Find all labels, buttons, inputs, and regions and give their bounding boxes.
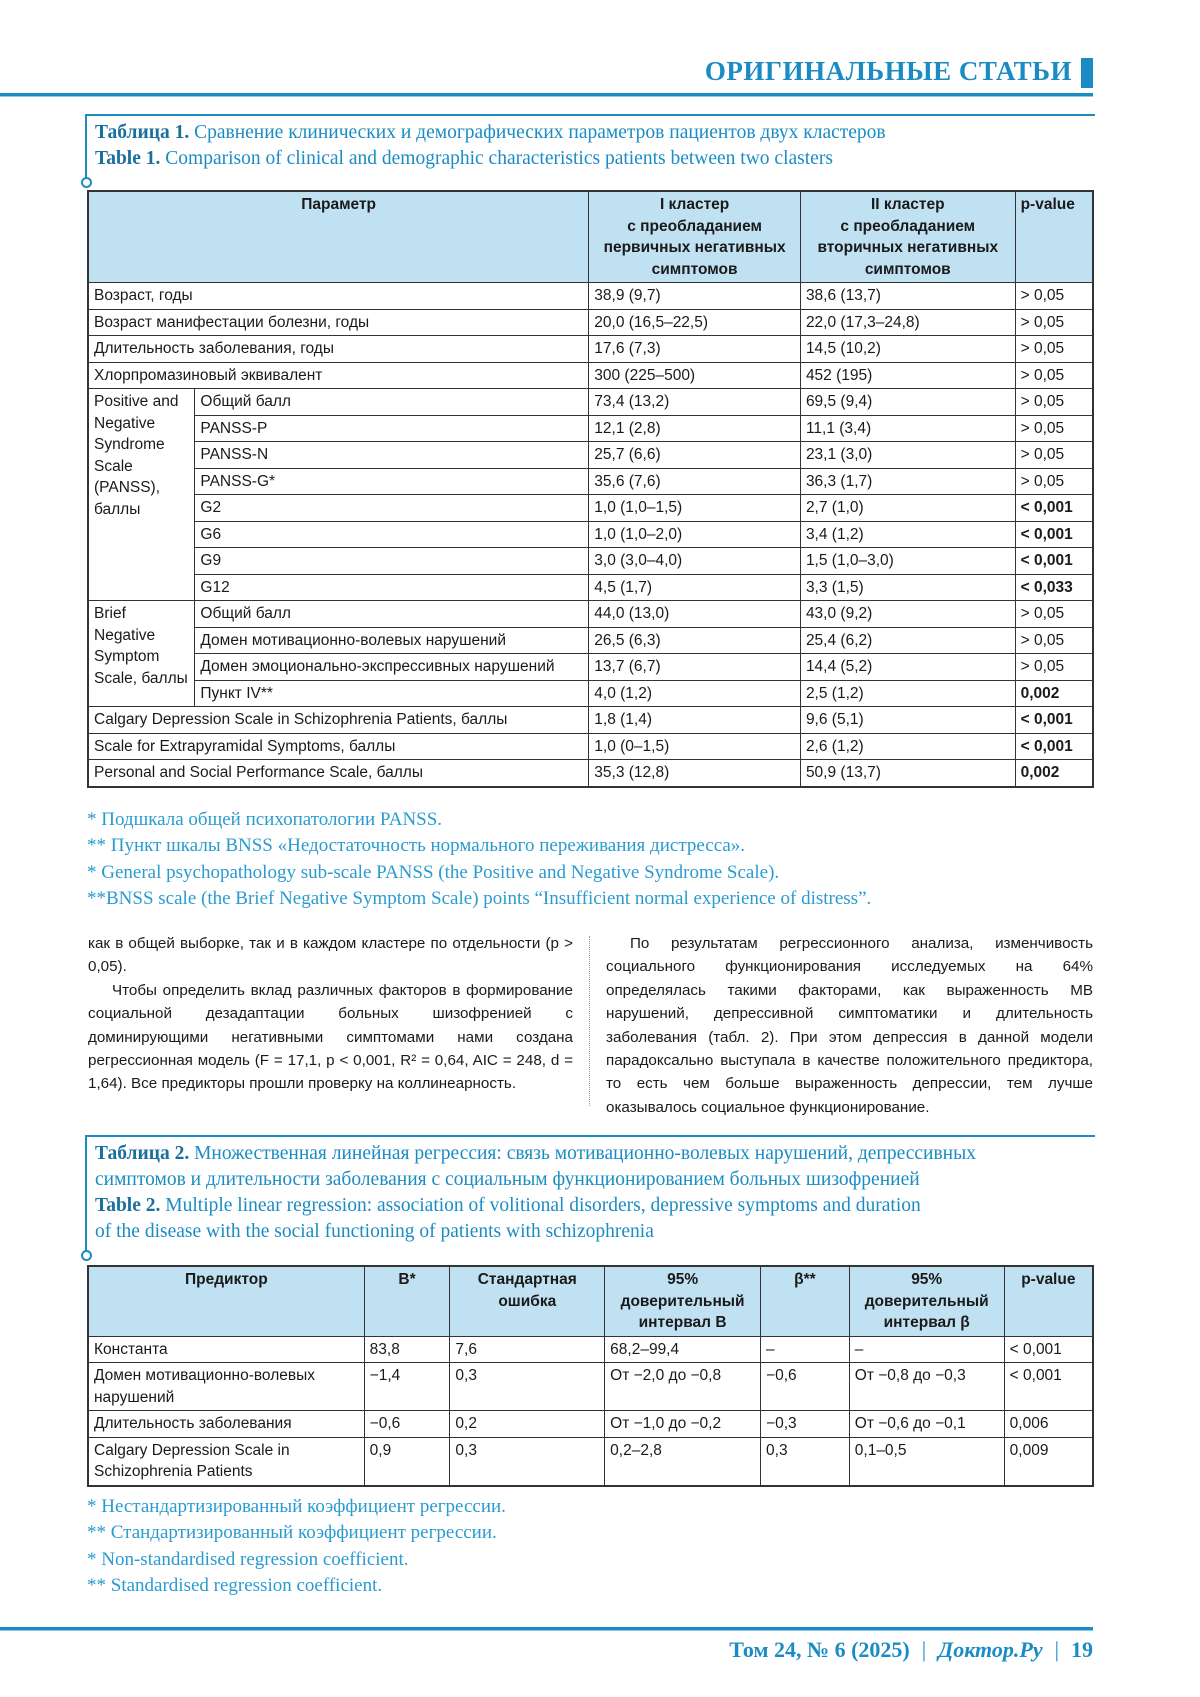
- group-label-cell: Positive and Negative Syndrome Scale (PANSS), баллы: [88, 389, 195, 601]
- p-value-cell: 0,002: [1015, 680, 1093, 707]
- caption-text: Сравнение клинических и демографических параметров пациентов двух кластеров: [194, 122, 886, 143]
- table-header-cell: 95% доверительный интервал B: [605, 1266, 761, 1336]
- value-cell: 9,6 (5,1): [800, 707, 1015, 734]
- caption-text: Множественная линейная регрессия: связь мотивационно-волевых нарушений, депрессивных: [194, 1143, 976, 1164]
- footer: [729, 1637, 1093, 1663]
- table-row: [88, 362, 1093, 389]
- value-cell: 0,2: [450, 1411, 605, 1438]
- table-row: [88, 468, 1093, 495]
- value-cell: 0,009: [1004, 1437, 1093, 1486]
- table-header-cell: B*: [364, 1266, 450, 1336]
- value-cell: 12,1 (2,8): [589, 415, 801, 442]
- paragraph: По результатам регрессионного анализа, изменчивость социального функционирования исследуемых на 64% определялась такими факторами, как выраженность МВ нарушений, депрессивной симптоматики и длительность заболевания (табл. 2). При этом депрессия в данной модели парадоксально выступала в качестве положительного предиктора, то есть чем больше выраженность депрессии, тем лучше оказывалось социальное функционирование.: [606, 932, 1093, 1119]
- p-value-cell: > 0,05: [1015, 627, 1093, 654]
- footnote: * Non-standardised regression coefficient.: [87, 1547, 506, 1573]
- body-column-left: [88, 932, 573, 1096]
- value-cell: От −2,0 до −0,8: [605, 1363, 761, 1411]
- caption-label: Table 2.: [95, 1195, 160, 1216]
- parameter-cell: Personal and Social Performance Scale, баллы: [88, 760, 589, 787]
- parameter-cell: PANSS-P: [195, 415, 589, 442]
- value-cell: 2,5 (1,2): [800, 680, 1015, 707]
- section-marker-bar: [1081, 58, 1093, 88]
- value-cell: 0,3: [450, 1437, 605, 1486]
- table-row: [88, 336, 1093, 363]
- table2-caption-en: [87, 1193, 1095, 1219]
- p-value-cell: > 0,05: [1015, 389, 1093, 416]
- caption-circle-decor: [81, 177, 92, 188]
- parameter-cell: PANSS-N: [195, 442, 589, 469]
- footnote: ** Пункт шкалы BNSS «Недостаточность нормального переживания дистресса».: [87, 833, 871, 859]
- value-cell: 36,3 (1,7): [800, 468, 1015, 495]
- footnote: * General psychopathology sub-scale PANSS (the Positive and Negative Syndrome Scale).: [87, 860, 871, 886]
- value-cell: 4,0 (1,2): [589, 680, 801, 707]
- table-row: [88, 548, 1093, 575]
- p-value-cell: < 0,001: [1015, 521, 1093, 548]
- caption-label: Table 1.: [95, 148, 160, 169]
- table-header-cell: II кластер с преобладанием вторичных негативных симптомов: [800, 191, 1015, 283]
- value-cell: От −0,8 до −0,3: [849, 1363, 1004, 1411]
- table-row: [88, 707, 1093, 734]
- p-value-cell: < 0,001: [1015, 707, 1093, 734]
- value-cell: 0,3: [450, 1363, 605, 1411]
- table-row: [88, 760, 1093, 787]
- predictor-cell: Домен мотивационно-волевых нарушений: [88, 1363, 364, 1411]
- parameter-cell: Домен мотивационно-волевых нарушений: [195, 627, 589, 654]
- table-row: [88, 309, 1093, 336]
- table-row: [88, 733, 1093, 760]
- p-value-cell: > 0,05: [1015, 442, 1093, 469]
- footnote: * Подшкала общей психопатологии PANSS.: [87, 807, 871, 833]
- parameter-cell: Общий балл: [195, 601, 589, 628]
- table-header-cell: 95% доверительный интервал β: [849, 1266, 1004, 1336]
- predictor-cell: Константа: [88, 1336, 364, 1363]
- table-row: [88, 442, 1093, 469]
- parameter-cell: Общий балл: [195, 389, 589, 416]
- table-row: [88, 574, 1093, 601]
- value-cell: 13,7 (6,7): [589, 654, 801, 681]
- value-cell: 11,1 (3,4): [800, 415, 1015, 442]
- value-cell: 25,4 (6,2): [800, 627, 1015, 654]
- value-cell: 44,0 (13,0): [589, 601, 801, 628]
- value-cell: 7,6: [450, 1336, 605, 1363]
- p-value-cell: < 0,033: [1015, 574, 1093, 601]
- value-cell: 3,4 (1,2): [800, 521, 1015, 548]
- table-row: [88, 601, 1093, 628]
- predictor-cell: Calgary Depression Scale in Schizophrenia Patients: [88, 1437, 364, 1486]
- caption-text: Multiple linear regression: association of volitional disorders, depressive symptoms and duration: [165, 1195, 920, 1216]
- value-cell: 1,0 (1,0–2,0): [589, 521, 801, 548]
- p-value-cell: 0,002: [1015, 760, 1093, 787]
- section-title: ОРИГИНАЛЬНЫЕ СТАТЬИ: [705, 56, 1072, 87]
- p-value-cell: > 0,05: [1015, 309, 1093, 336]
- table-row: [88, 283, 1093, 310]
- footnote: **BNSS scale (the Brief Negative Symptom Scale) points “Insufficient normal experience of distress”.: [87, 886, 871, 912]
- p-value-cell: > 0,05: [1015, 283, 1093, 310]
- header-divider: [0, 93, 1093, 97]
- p-value-cell: < 0,001: [1015, 495, 1093, 522]
- value-cell: 83,8: [364, 1336, 450, 1363]
- table-row: [88, 1437, 1093, 1486]
- body-column-right: [606, 932, 1093, 1119]
- value-cell: 3,0 (3,0–4,0): [589, 548, 801, 575]
- value-cell: –: [849, 1336, 1004, 1363]
- caption-label: Таблица 1.: [95, 122, 189, 143]
- table-row: [88, 389, 1093, 416]
- table2: [87, 1265, 1094, 1487]
- value-cell: 0,2–2,8: [605, 1437, 761, 1486]
- value-cell: От −1,0 до −0,2: [605, 1411, 761, 1438]
- footnote: * Нестандартизированный коэффициент регрессии.: [87, 1494, 506, 1520]
- separator: |: [1055, 1637, 1059, 1662]
- value-cell: 35,6 (7,6): [589, 468, 801, 495]
- parameter-cell: G12: [195, 574, 589, 601]
- value-cell: 25,7 (6,6): [589, 442, 801, 469]
- table-header-cell: β**: [761, 1266, 850, 1336]
- value-cell: 0,3: [761, 1437, 850, 1486]
- table1-caption-en: [87, 146, 1095, 172]
- footer-divider: [0, 1627, 1093, 1631]
- table-row: [88, 1336, 1093, 1363]
- p-value-cell: < 0,001: [1015, 733, 1093, 760]
- p-value-cell: > 0,05: [1015, 336, 1093, 363]
- value-cell: –: [761, 1336, 850, 1363]
- value-cell: 50,9 (13,7): [800, 760, 1015, 787]
- journal-logo: Доктор.Ру: [938, 1637, 1042, 1662]
- value-cell: 38,6 (13,7): [800, 283, 1015, 310]
- value-cell: 300 (225–500): [589, 362, 801, 389]
- value-cell: < 0,001: [1004, 1363, 1093, 1411]
- footnote: ** Стандартизированный коэффициент регрессии.: [87, 1520, 506, 1546]
- paragraph: как в общей выборке, так и в каждом кластере по отдельности (p > 0,05).: [88, 932, 573, 979]
- p-value-cell: > 0,05: [1015, 601, 1093, 628]
- p-value-cell: > 0,05: [1015, 415, 1093, 442]
- value-cell: 1,0 (1,0–1,5): [589, 495, 801, 522]
- group-label-cell: Brief Negative Symptom Scale, баллы: [88, 601, 195, 707]
- predictor-cell: Длительность заболевания: [88, 1411, 364, 1438]
- separator: |: [922, 1637, 926, 1662]
- table-row: [88, 495, 1093, 522]
- table-row: [88, 680, 1093, 707]
- value-cell: −0,6: [364, 1411, 450, 1438]
- value-cell: 1,0 (0–1,5): [589, 733, 801, 760]
- value-cell: 14,4 (5,2): [800, 654, 1015, 681]
- value-cell: 26,5 (6,3): [589, 627, 801, 654]
- table-row: [88, 627, 1093, 654]
- value-cell: 68,2–99,4: [605, 1336, 761, 1363]
- parameter-cell: Calgary Depression Scale in Schizophrenia Patients, баллы: [88, 707, 589, 734]
- value-cell: 2,6 (1,2): [800, 733, 1015, 760]
- value-cell: 2,7 (1,0): [800, 495, 1015, 522]
- parameter-cell: Возраст манифестации болезни, годы: [88, 309, 589, 336]
- table2-caption: [85, 1135, 1095, 1251]
- table-row: [88, 521, 1093, 548]
- value-cell: 20,0 (16,5–22,5): [589, 309, 801, 336]
- table-row: [88, 415, 1093, 442]
- parameter-cell: G9: [195, 548, 589, 575]
- value-cell: 69,5 (9,4): [800, 389, 1015, 416]
- value-cell: 17,6 (7,3): [589, 336, 801, 363]
- table-row: [88, 1363, 1093, 1411]
- table1-footnotes: [87, 807, 871, 912]
- caption-text: симптомов и длительности заболевания с социальным функционированием больных шизофренией: [87, 1167, 1095, 1193]
- value-cell: От −0,6 до −0,1: [849, 1411, 1004, 1438]
- table2-caption-ru: [87, 1141, 1095, 1167]
- parameter-cell: Длительность заболевания, годы: [88, 336, 589, 363]
- value-cell: −1,4: [364, 1363, 450, 1411]
- value-cell: 0,006: [1004, 1411, 1093, 1438]
- table-header-cell: p-value: [1015, 191, 1093, 283]
- caption-label: Таблица 2.: [95, 1143, 189, 1164]
- value-cell: 0,9: [364, 1437, 450, 1486]
- p-value-cell: < 0,001: [1015, 548, 1093, 575]
- footnote: ** Standardised regression coefficient.: [87, 1573, 506, 1599]
- table-header-cell: Предиктор: [88, 1266, 364, 1336]
- value-cell: 4,5 (1,7): [589, 574, 801, 601]
- paragraph: Чтобы определить вклад различных факторов в формирование социальной дезадаптации больных шизофренией с доминирующими негативными симптомами нами создана регрессионная модель (F = 17,1, p < 0,001, R² = 0,64, AIC = 248, d = 1,64). Все предикторы прошли проверку на коллинеарность.: [88, 979, 573, 1096]
- table1-caption-ru: [87, 120, 1095, 146]
- value-cell: 1,5 (1,0–3,0): [800, 548, 1015, 575]
- p-value-cell: > 0,05: [1015, 362, 1093, 389]
- value-cell: 0,1–0,5: [849, 1437, 1004, 1486]
- caption-text: Comparison of clinical and demographic characteristics patients between two clasters: [165, 148, 833, 169]
- parameter-cell: PANSS-G*: [195, 468, 589, 495]
- parameter-cell: Хлорпромазиновый эквивалент: [88, 362, 589, 389]
- table-header-cell: Стандартная ошибка: [450, 1266, 605, 1336]
- table-row: [88, 1411, 1093, 1438]
- journal-volume: Том 24, № 6 (2025): [729, 1637, 910, 1662]
- value-cell: 452 (195): [800, 362, 1015, 389]
- value-cell: −0,3: [761, 1411, 850, 1438]
- table-header-cell: p-value: [1004, 1266, 1093, 1336]
- value-cell: 1,8 (1,4): [589, 707, 801, 734]
- table-header-cell: Параметр: [88, 191, 589, 283]
- parameter-cell: G6: [195, 521, 589, 548]
- caption-circle-decor: [81, 1250, 92, 1261]
- value-cell: 23,1 (3,0): [800, 442, 1015, 469]
- p-value-cell: > 0,05: [1015, 468, 1093, 495]
- p-value-cell: > 0,05: [1015, 654, 1093, 681]
- caption-text: of the disease with the social functioning of patients with schizophrenia: [87, 1219, 1095, 1245]
- value-cell: −0,6: [761, 1363, 850, 1411]
- value-cell: 35,3 (12,8): [589, 760, 801, 787]
- value-cell: 38,9 (9,7): [589, 283, 801, 310]
- table1: [87, 190, 1094, 788]
- value-cell: 22,0 (17,3–24,8): [800, 309, 1015, 336]
- value-cell: 73,4 (13,2): [589, 389, 801, 416]
- value-cell: 14,5 (10,2): [800, 336, 1015, 363]
- value-cell: 3,3 (1,5): [800, 574, 1015, 601]
- value-cell: 43,0 (9,2): [800, 601, 1015, 628]
- parameter-cell: Возраст, годы: [88, 283, 589, 310]
- table1-caption: [85, 114, 1095, 178]
- parameter-cell: Пункт IV**: [195, 680, 589, 707]
- page-number: 19: [1071, 1637, 1093, 1662]
- table2-footnotes: [87, 1494, 506, 1599]
- parameter-cell: Домен эмоционально-экспрессивных нарушений: [195, 654, 589, 681]
- parameter-cell: Scale for Extrapyramidal Symptoms, баллы: [88, 733, 589, 760]
- table-header-cell: I кластер с преобладанием первичных негативных симптомов: [589, 191, 801, 283]
- parameter-cell: G2: [195, 495, 589, 522]
- table-row: [88, 654, 1093, 681]
- column-divider: [589, 936, 590, 1106]
- value-cell: < 0,001: [1004, 1336, 1093, 1363]
